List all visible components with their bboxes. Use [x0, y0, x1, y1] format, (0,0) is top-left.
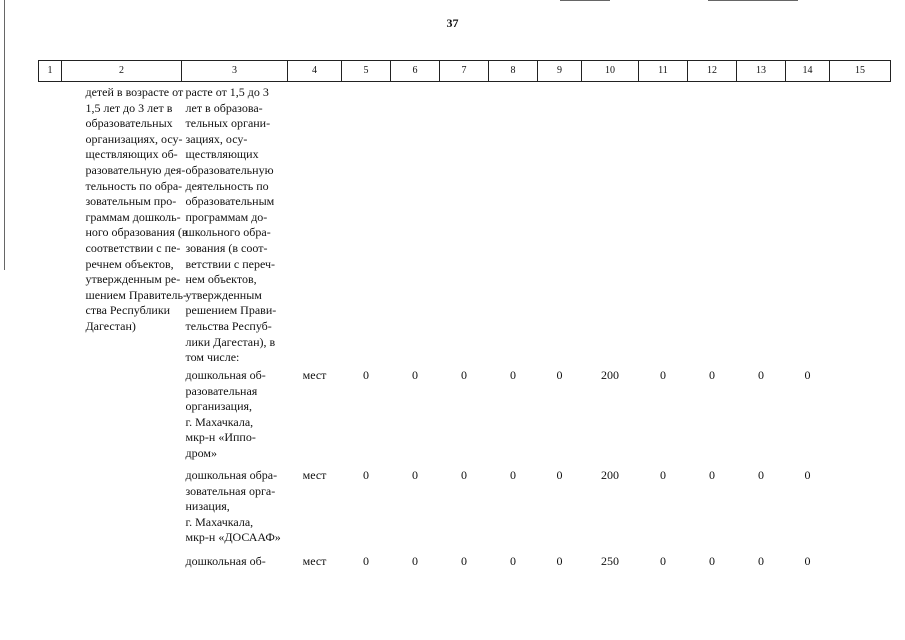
header-cell: 13 — [737, 61, 786, 82]
header-cell: 9 — [538, 61, 582, 82]
value-cell: 0 — [412, 468, 418, 482]
left-edge-line — [4, 0, 5, 270]
object-name-cell: дошкольная об- разовательная организация, г. Махачкала, мкр-н «Иппо- дром» — [185, 368, 266, 460]
object-name-cell: дошкольная об- — [185, 554, 266, 568]
value-cell: 0 — [709, 468, 715, 482]
value-cell: 0 — [461, 368, 467, 382]
value-cell: 250 — [601, 554, 619, 568]
header-cell: 4 — [288, 61, 342, 82]
header-cell: 5 — [342, 61, 391, 82]
value-cell: 0 — [804, 368, 811, 382]
value-cell: 0 — [660, 468, 666, 482]
value-cell: 0 — [709, 368, 715, 382]
header-row — [39, 61, 891, 82]
value-cell: 0 — [510, 368, 516, 382]
header-cell: 15 — [830, 61, 891, 82]
header-cell: 14 — [786, 61, 830, 82]
header-cell: 7 — [440, 61, 489, 82]
value-cell: 0 — [804, 554, 811, 568]
header-cell: 10 — [582, 61, 639, 82]
page-number: 37 — [446, 16, 459, 30]
value-cell: 0 — [510, 468, 516, 482]
header-cell: 3 — [182, 61, 288, 82]
indicator-detail-cell: расте от 1,5 до 3 лет в образова- тельных органи- зациях, осу- ществляющих образовательную деятельность по образовательным программам до- школьного обра- зования (в соот- ветствии с переч- нем объектов, утвержденным решением Прави- тельства Респуб- лики Дагестан), в том числе: — [185, 85, 277, 365]
value-cell: 0 — [461, 554, 467, 568]
value-cell: 200 — [601, 468, 619, 482]
table-row — [39, 82, 891, 369]
indicator-name-cell: детей в возрасте от 1,5 лет до 3 лет в образовательных организациях, осу- ществляющих об- разовательную дея- тельность по обра- зовательным про- граммам дошколь- ного образования (в соответствии с пе- речнем объектов, утвержденным ре- шением Правитель- ства Республики Дагестан) — [85, 85, 188, 333]
object-name-cell: дошкольная обра- зовательная орга- низация, г. Махачкала, мкр-н «ДОСААФ» — [185, 468, 281, 545]
header-cell: 8 — [489, 61, 538, 82]
top-edge-line — [560, 0, 610, 1]
header-cell: 12 — [688, 61, 737, 82]
value-cell: 0 — [556, 468, 563, 482]
value-cell: 0 — [758, 554, 764, 568]
header-cell: 6 — [391, 61, 440, 82]
table-row — [39, 368, 891, 468]
value-cell: 0 — [363, 554, 369, 568]
data-table — [38, 60, 891, 614]
value-cell: 0 — [758, 468, 764, 482]
value-cell: 0 — [412, 554, 418, 568]
value-cell: 0 — [804, 468, 811, 482]
table-row — [39, 468, 891, 554]
value-cell: 0 — [556, 368, 563, 382]
value-cell: 0 — [412, 368, 418, 382]
unit-cell: мест — [302, 554, 327, 568]
value-cell: 0 — [461, 468, 467, 482]
value-cell: 0 — [510, 554, 516, 568]
value-cell: 0 — [660, 368, 666, 382]
header-cell: 11 — [639, 61, 688, 82]
top-edge-line-right — [708, 0, 798, 1]
value-cell: 0 — [758, 368, 764, 382]
table-row — [39, 554, 891, 614]
value-cell: 0 — [363, 468, 369, 482]
unit-cell: мест — [302, 368, 327, 382]
value-cell: 0 — [660, 554, 666, 568]
value-cell: 0 — [709, 554, 715, 568]
value-cell: 0 — [556, 554, 563, 568]
value-cell: 0 — [363, 368, 369, 382]
header-cell: 1 — [39, 61, 62, 82]
value-cell: 200 — [601, 368, 619, 382]
unit-cell: мест — [302, 468, 327, 482]
header-cell: 2 — [62, 61, 182, 82]
